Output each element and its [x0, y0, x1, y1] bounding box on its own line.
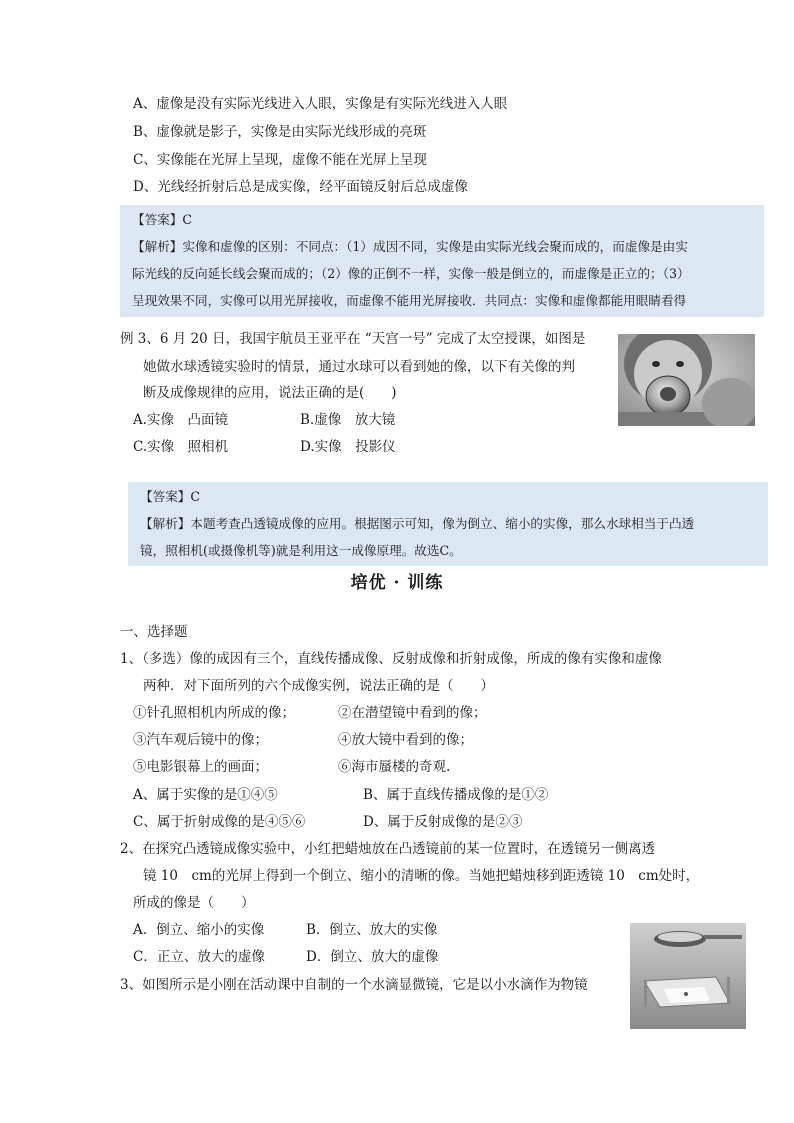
microscope-photo: [630, 923, 746, 1029]
q1-option-c: C、属于折射成像的是④⑤⑥: [133, 814, 306, 830]
q1-stem: 两种．对下面所列的六个成像实例，说法正确的是（ ）: [143, 678, 494, 694]
option-a: A、虚像是没有实际光线进入人眼，实像是有实际光线进入人眼: [133, 96, 508, 112]
example3-option-c: C.实像 照相机: [133, 439, 229, 455]
example3-option-b: B.虚像 放大镜: [300, 412, 396, 428]
answer-label: 【答案】C: [132, 212, 193, 227]
q1-item: ①针孔照相机内所成的像；: [133, 705, 295, 721]
microscope-image: [630, 923, 746, 1029]
analysis-line: 镜，照相机(或摄像机等)就是利用这一成像原理。故选C。: [140, 543, 462, 558]
option-d: D、光线经折射后总是成实像，经平面镜反射后总成虚像: [133, 179, 468, 195]
q1-stem: 1、（多选）像的成因有三个，直线传播成像、反射成像和折射成像，所成的像有实像和虚像: [120, 651, 662, 667]
q2-option-d: D．倒立、放大的虚像: [306, 949, 439, 965]
part-label: 一、选择题: [120, 624, 188, 640]
q1-item: ②在潜望镜中看到的像；: [338, 705, 487, 721]
q1-option-d: D、属于反射成像的是②③: [363, 814, 523, 830]
q1-item: ③汽车观后镜中的像；: [133, 732, 268, 748]
answer-box-2: [128, 482, 768, 566]
q1-item: ⑥海市蜃楼的奇观.: [338, 759, 451, 775]
q2-stem: 所成的像是（ ）: [133, 895, 255, 911]
q2-option-c: C．正立、放大的虚像: [133, 949, 265, 965]
q2-option-a: A．倒立、缩小的实像: [133, 922, 265, 938]
q1-item: ④放大镜中看到的像；: [338, 732, 473, 748]
option-c: C、实像能在光屏上呈现，虚像不能在光屏上呈现: [133, 152, 427, 168]
analysis-line: 【解析】实像和虚像的区别：不同点：（1）成因不同，实像是由实际光线会聚而成的，而虚像是由实: [132, 239, 688, 254]
analysis-line: 际光线的反向延长线会聚而成的；（2）像的正倒不一样，实像一般是倒立的，而虚像是正立的；（3）: [132, 266, 690, 281]
answer-box-1: [120, 205, 764, 317]
analysis-line: 呈现效果不同，实像可以用光屏接收，而虚像不能用光屏接收．共同点：实像和虚像都能用眼睛看得: [132, 293, 687, 308]
q2-stem: 镜 10 cm的光屏上得到一个倒立、缩小的清晰的像。当她把蜡烛移到距透镜 10 cm处时，: [143, 868, 700, 884]
q2-stem: 2、在探究凸透镜成像实验中，小红把蜡烛放在凸透镜前的某一位置时，在透镜另一侧离透: [120, 841, 656, 857]
q1-option-b: B、属于直线传播成像的是①②: [363, 787, 549, 803]
example3-line: 断及成像规律的应用，说法正确的是( ): [143, 385, 397, 401]
section-title: 培优 · 训练: [350, 573, 444, 593]
water-ball-photo: [618, 334, 755, 426]
example3-option-a: A.实像 凸面镜: [133, 412, 229, 428]
example3-option-d: D.实像 投影仪: [300, 439, 396, 455]
water-ball-image: [618, 334, 755, 426]
q1-option-a: A、属于实像的是①④⑤: [133, 787, 278, 803]
analysis-line: 【解析】本题考查凸透镜成像的应用。根据图示可知，像为倒立、缩小的实像，那么水球相当于凸透: [140, 516, 695, 531]
answer-label: 【答案】C: [140, 489, 201, 504]
example3-line: 她做水球透镜实验时的情景，通过水球可以看到她的像，以下有关像的判: [143, 359, 575, 375]
q2-option-b: B．倒立、放大的实像: [306, 922, 438, 938]
q3-stem: 3、如图所示是小刚在活动课中自制的一个水滴显微镜，它是以小水滴作为物镜: [120, 977, 588, 993]
q1-item: ⑤电影银幕上的画面；: [133, 759, 268, 775]
option-b: B、虚像就是影子，实像是由实际光线形成的亮斑: [133, 124, 427, 140]
example3-line: 例 3、6 月 20 日，我国宇航员王亚平在 “天宫一号” 完成了太空授课，如图是: [120, 331, 586, 347]
